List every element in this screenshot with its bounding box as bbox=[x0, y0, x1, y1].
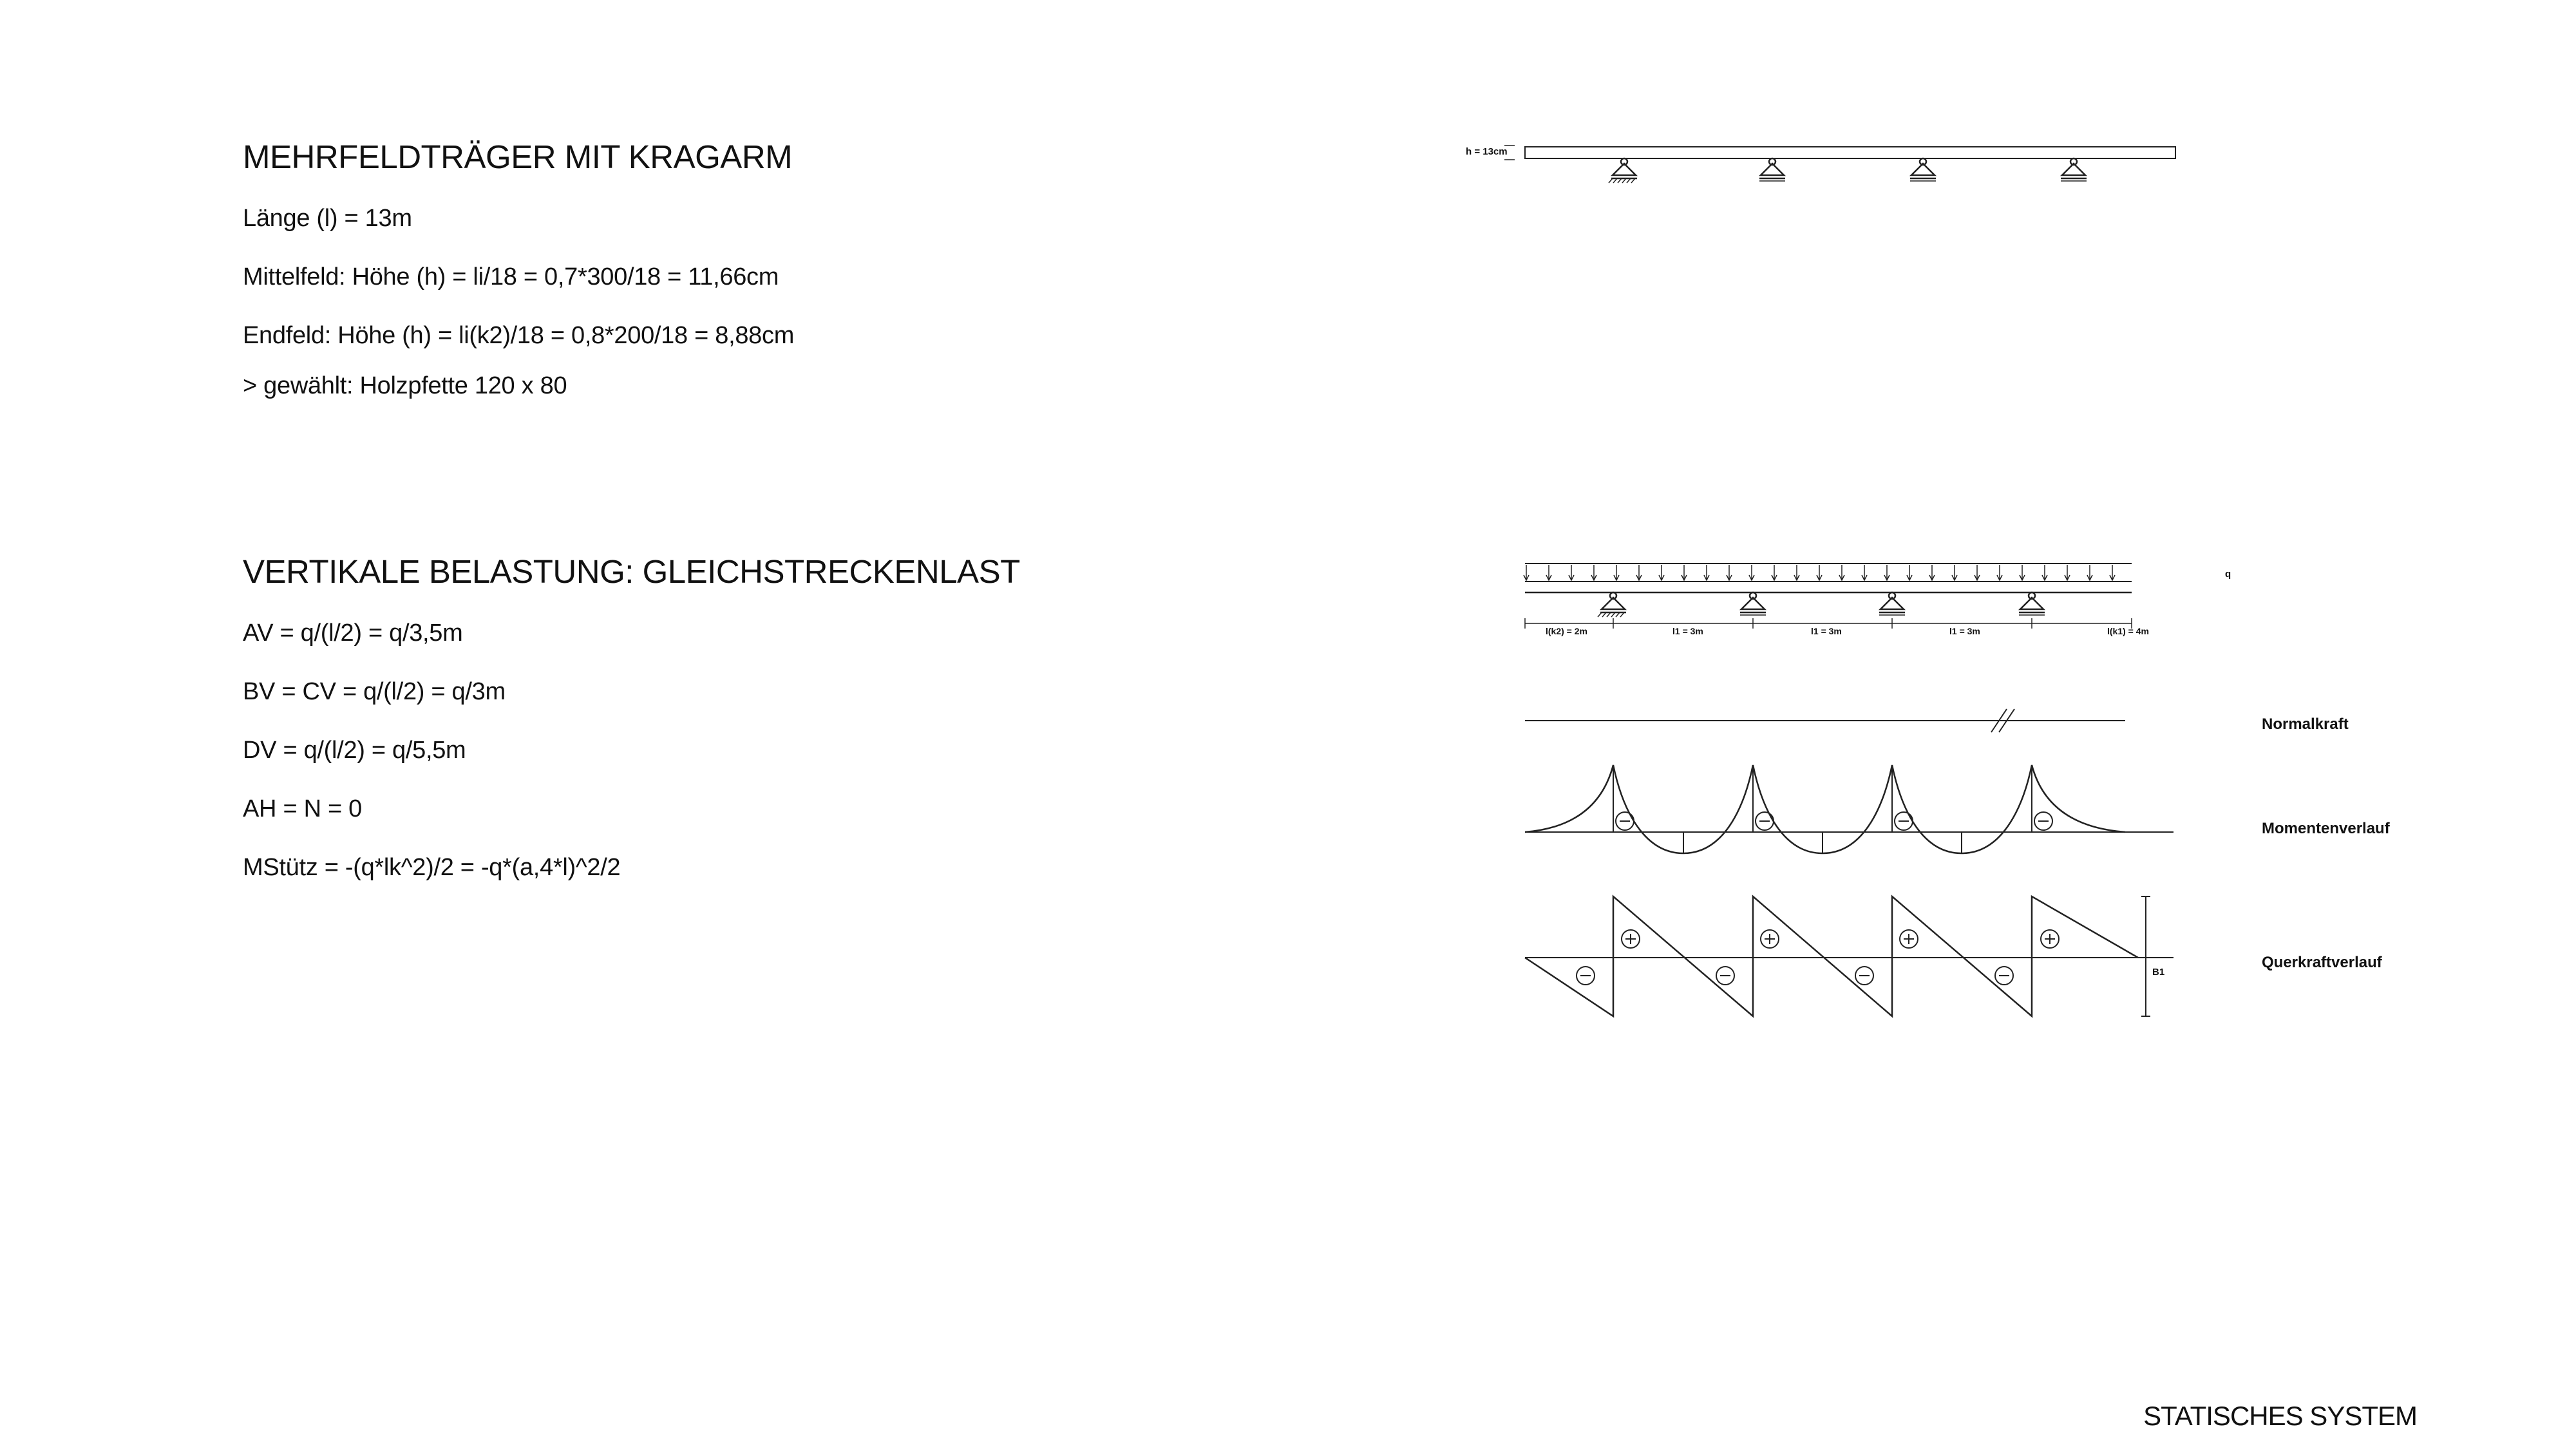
load-arrow bbox=[1772, 565, 1777, 580]
section2-line-av: AV = q/(l/2) = q/3,5m bbox=[243, 620, 463, 647]
load-arrow bbox=[1952, 565, 1957, 580]
shear-plus-sign-2 bbox=[1761, 930, 1779, 948]
support-load-3 bbox=[1879, 592, 1905, 615]
support-top-3 bbox=[1910, 158, 1936, 181]
load-arrow bbox=[1614, 565, 1619, 580]
load-arrow bbox=[1749, 565, 1754, 580]
load-arrow bbox=[1681, 565, 1687, 580]
load-arrow bbox=[2065, 565, 2070, 580]
section1-line-end-span: Endfeld: Höhe (h) = li(k2)/18 = 0,8*200/18 = 8,88cm bbox=[243, 322, 795, 349]
footer-title: STATISCHES SYSTEM bbox=[2143, 1401, 2417, 1431]
moment-label: Momentenverlauf bbox=[2262, 820, 2390, 837]
moment-diagram bbox=[1525, 765, 2391, 853]
support-load-2 bbox=[1740, 592, 1766, 615]
moment-minus-sign-4 bbox=[2034, 812, 2052, 830]
beam-rect bbox=[1525, 147, 2175, 158]
section1-line-middle-span: Mittelfeld: Höhe (h) = li/18 = 0,7*300/18 = 11,66cm bbox=[243, 263, 779, 290]
load-system bbox=[1524, 564, 2231, 636]
load-arrow bbox=[1794, 565, 1799, 580]
moment-minus-sign-3 bbox=[1895, 812, 1913, 830]
load-arrow bbox=[1524, 565, 1529, 580]
load-arrow bbox=[2020, 565, 2025, 580]
normal-force-label: Normalkraft bbox=[2262, 715, 2349, 733]
span-label-l1-c: l1 = 3m bbox=[1949, 626, 1980, 636]
section2-line-dv: DV = q/(l/2) = q/5,5m bbox=[243, 737, 466, 764]
load-arrow bbox=[1546, 565, 1551, 580]
section1-line-choice: > gewählt: Holzpfette 120 x 80 bbox=[243, 372, 567, 399]
shear-minus-sign-2 bbox=[1716, 967, 1734, 985]
support-top-2 bbox=[1759, 158, 1785, 181]
section2-title: VERTIKALE BELASTUNG: GLEICHSTRECKENLAST bbox=[243, 553, 1020, 590]
load-arrow bbox=[1907, 565, 1912, 580]
load-arrow bbox=[2087, 565, 2092, 580]
support-load-1 bbox=[1598, 592, 1626, 617]
section2-line-ah: AH = N = 0 bbox=[243, 795, 362, 822]
span-label-k1: l(k1) = 4m bbox=[2107, 626, 2149, 636]
load-arrow bbox=[1569, 565, 1574, 580]
section1-line-length: Länge (l) = 13m bbox=[243, 205, 412, 232]
support-top-1 bbox=[1609, 158, 1637, 183]
section2-line-mstuetz: MStütz = -(q*lk^2)/2 = -q*(a,4*l)^2/2 bbox=[243, 854, 621, 881]
load-arrow bbox=[1929, 565, 1935, 580]
shear-diagram bbox=[1525, 896, 2383, 1016]
section1-title: MEHRFELDTRÄGER MIT KRAGARM bbox=[243, 138, 793, 175]
load-arrow bbox=[1975, 565, 1980, 580]
moment-minus-sign-2 bbox=[1756, 812, 1774, 830]
section2-line-bv-cv: BV = CV = q/(l/2) = q/3m bbox=[243, 678, 506, 705]
span-label-l1-b: l1 = 3m bbox=[1811, 626, 1842, 636]
load-arrow bbox=[1591, 565, 1596, 580]
load-arrow bbox=[1884, 565, 1889, 580]
span-label-l1-a: l1 = 3m bbox=[1672, 626, 1703, 636]
support-load-4 bbox=[2019, 592, 2045, 615]
support-top-4 bbox=[2061, 158, 2087, 181]
load-arrow bbox=[1704, 565, 1709, 580]
load-arrow bbox=[1839, 565, 1844, 580]
shear-minus-sign-4 bbox=[1995, 967, 2013, 985]
beam-height-label: h = 13cm bbox=[1466, 146, 1508, 157]
span-label-k2: l(k2) = 2m bbox=[1546, 626, 1587, 636]
moment-minus-sign-1 bbox=[1616, 812, 1634, 830]
shear-plus-sign-3 bbox=[1900, 930, 1918, 948]
shear-plus-sign-4 bbox=[2041, 930, 2059, 948]
beam-system-top bbox=[1466, 146, 2175, 183]
load-arrow bbox=[2110, 565, 2115, 580]
load-arrow bbox=[1862, 565, 1867, 580]
bearing-label: B1 bbox=[2152, 967, 2165, 978]
load-arrow bbox=[1817, 565, 1822, 580]
shear-minus-sign-1 bbox=[1577, 967, 1595, 985]
shear-minus-sign-3 bbox=[1855, 967, 1873, 985]
load-arrow bbox=[1636, 565, 1642, 580]
normal-force-diagram bbox=[1525, 709, 2349, 733]
load-arrow bbox=[1727, 565, 1732, 580]
shear-plus-sign-1 bbox=[1622, 930, 1640, 948]
shear-label: Querkraftverlauf bbox=[2262, 954, 2382, 971]
load-arrow bbox=[1659, 565, 1664, 580]
load-arrow bbox=[2042, 565, 2047, 580]
load-label: q bbox=[2225, 569, 2231, 580]
load-arrow bbox=[1997, 565, 2002, 580]
